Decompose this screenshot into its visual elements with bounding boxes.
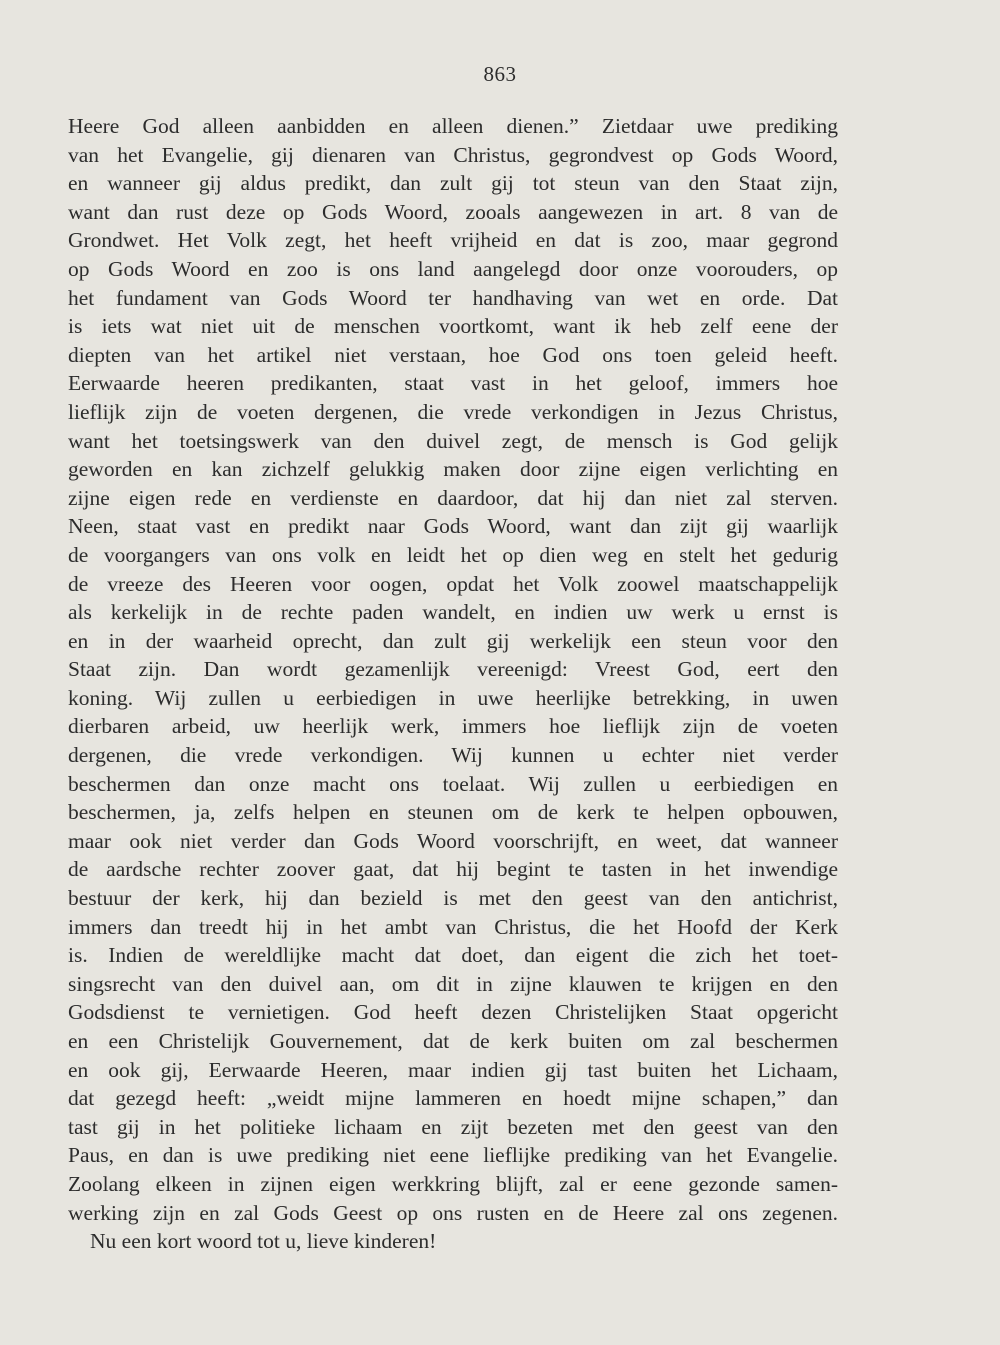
text-line: Staat zijn. Dan wordt gezamenlijk vereenigd: Vreest God, eert den (68, 657, 838, 682)
text-line: Paus, en dan is uwe prediking niet eene lieflijke prediking van het Evangelie. (68, 1143, 838, 1168)
text-line: de voorgangers van ons volk en leidt het op dien weg en stelt het gedurig (68, 542, 838, 567)
text-line: is. Indien de wereldlijke macht dat doet, dan eigent die zich het toet- (68, 943, 838, 968)
text-line: beschermen, ja, zelfs helpen en steunen om de kerk te helpen opbouwen, (68, 800, 838, 825)
text-line: singsrecht van den duivel aan, om dit in zijne klauwen te krijgen en den (68, 971, 838, 996)
text-line: dergenen, die vrede verkondigen. Wij kunnen u echter niet verder (68, 743, 838, 768)
text-line: maar ook niet verder dan Gods Woord voorschrijft, en weet, dat wanneer (68, 828, 838, 853)
text-line: Grondwet. Het Volk zegt, het heeft vrijheid en dat is zoo, maar gegrond (68, 228, 838, 253)
text-line: als kerkelijk in de rechte paden wandelt, en indien uw werk u ernst is (68, 600, 838, 625)
text-line: lieflijk zijn de voeten dergenen, die vrede verkondigen in Jezus Christus, (68, 399, 838, 424)
text-line: werking zijn en zal Gods Geest op ons rusten en de Heere zal ons zegenen. (68, 1200, 838, 1225)
text-line: geworden en kan zichzelf gelukkig maken door zijne eigen verlichting en (68, 457, 838, 482)
body-text (68, 112, 838, 1256)
text-line: Neen, staat vast en predikt naar Gods Woord, want dan zijt gij waarlijk (68, 514, 838, 539)
text-line: koning. Wij zullen u eerbiedigen in uwe heerlijke betrekking, in uwen (68, 685, 838, 710)
text-line: tast gij in het politieke lichaam en zijt bezeten met den geest van den (68, 1114, 838, 1139)
text-line: bestuur der kerk, hij dan bezield is met den geest van den antichrist, (68, 886, 838, 911)
text-line: want het toetsingswerk van den duivel zegt, de mensch is God gelijk (68, 428, 838, 453)
text-line: want dan rust deze op Gods Woord, zooals aangewezen in art. 8 van de (68, 199, 838, 224)
text-line: zijne eigen rede en verdienste en daardoor, dat hij dan niet zal sterven. (68, 485, 838, 510)
text-line: van het Evangelie, gij dienaren van Christus, gegrondvest op Gods Woord, (68, 142, 838, 167)
text-line: en wanneer gij aldus predikt, dan zult gij tot steun van den Staat zijn, (68, 171, 838, 196)
text-line: dat gezegd heeft: „weidt mijne lammeren en hoedt mijne schapen,” dan (68, 1086, 838, 1111)
text-line: en in der waarheid oprecht, dan zult gij werkelijk een steun voor den (68, 628, 838, 653)
text-line: de vreeze des Heeren voor oogen, opdat het Volk zoowel maatschappelijk (68, 571, 838, 596)
text-line: Zoolang elkeen in zijnen eigen werkkring blijft, zal er eene gezonde samen- (68, 1171, 838, 1196)
text-line: Heere God alleen aanbidden en alleen dienen.” Zietdaar uwe prediking (68, 114, 838, 138)
text-line: en een Christelijk Gouvernement, dat de kerk buiten om zal beschermen (68, 1029, 838, 1053)
text-line: de aardsche rechter zoover gaat, dat hij begint te tasten in het inwendige (68, 857, 838, 882)
text-line: immers dan treedt hij in het ambt van Christus, die het Hoofd der Kerk (68, 914, 838, 939)
text-line: en ook gij, Eerwaarde Heeren, maar indien gij tast buiten het Lichaam, (68, 1057, 838, 1082)
text-line: beschermen dan onze macht ons toelaat. Wij zullen u eerbiedigen en (68, 771, 838, 796)
text-line: Nu een kort woord tot u, lieve kinderen! (90, 1229, 437, 1254)
text-line: Godsdienst te vernietigen. God heeft dezen Christelijken Staat opgericht (68, 1000, 838, 1025)
text-line: het fundament van Gods Woord ter handhaving van wet en orde. Dat (68, 285, 838, 310)
text-line: diepten van het artikel niet verstaan, hoe God ons toen geleid heeft. (68, 342, 838, 367)
text-line: Eerwaarde heeren predikanten, staat vast in het geloof, immers hoe (68, 371, 838, 396)
text-line: is iets wat niet uit de menschen voortkomt, want ik heb zelf eene der (68, 314, 838, 339)
text-line: op Gods Woord en zoo is ons land aangelegd door onze voorouders, op (68, 256, 838, 281)
page-number: 863 (483, 62, 517, 86)
text-line: dierbaren arbeid, uw heerlijk werk, immers hoe lieflijk zijn de voeten (68, 714, 838, 739)
